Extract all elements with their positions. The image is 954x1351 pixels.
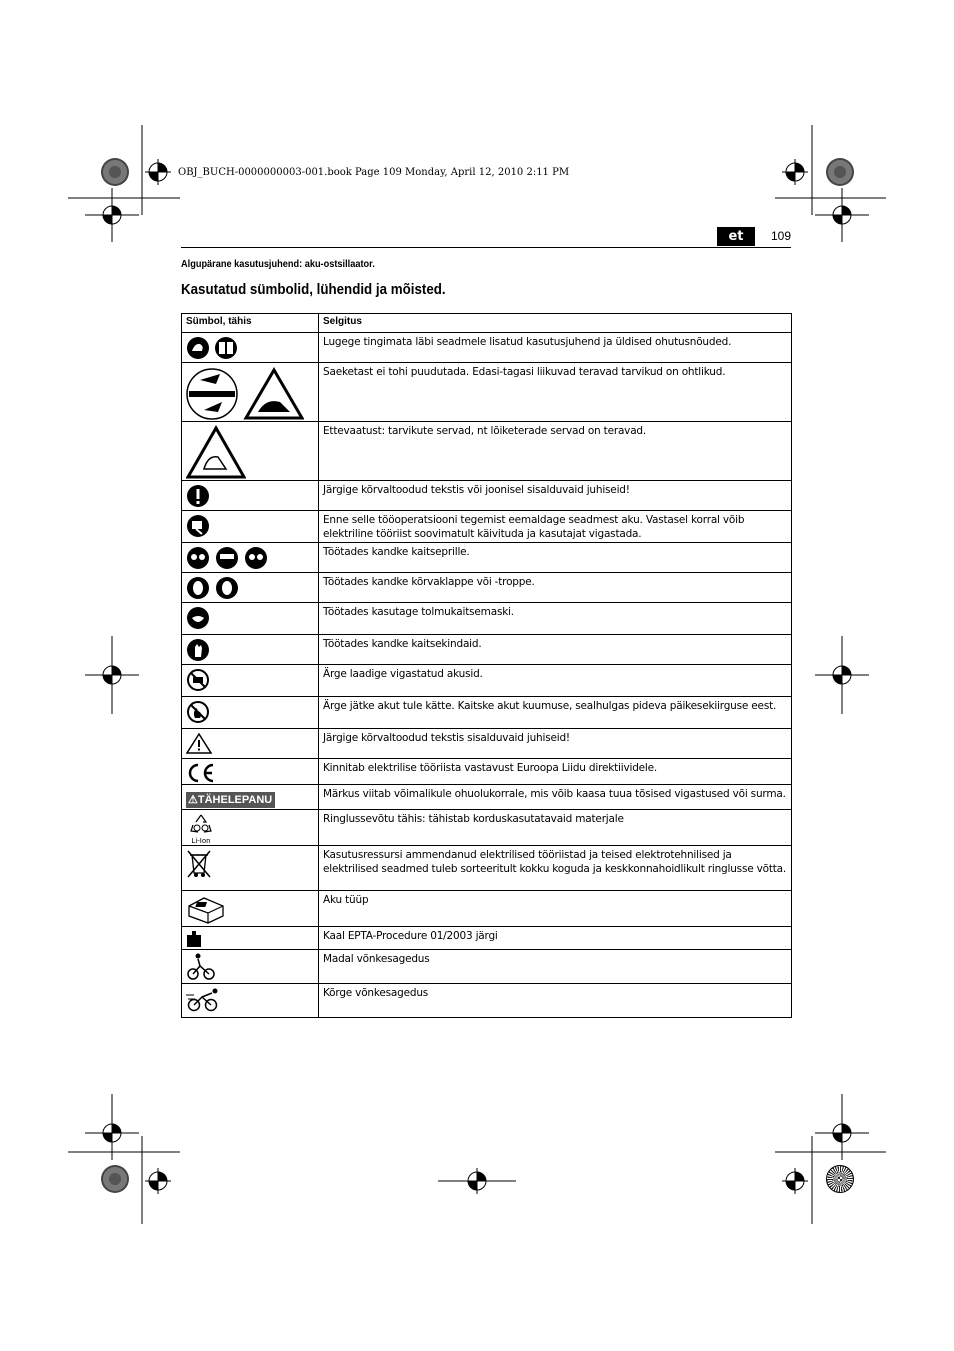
table-row	[182, 481, 792, 511]
symbol-cell	[182, 810, 319, 846]
column-header-symbol: Sümbol, tähis	[182, 314, 319, 333]
battery-pack-icon	[186, 894, 226, 924]
symbol-cell	[182, 603, 319, 635]
symbol-cell	[182, 984, 319, 1018]
table-row	[182, 543, 792, 573]
explanation-cell: Märkus viitab võimalikule ohuolukorrale, mis võib kaasa tuua tõsised vigastused või surma.	[319, 785, 792, 810]
column-header-explanation: Selgitus	[319, 314, 792, 333]
explanation-cell: Töötades kandke kaitsekindaid.	[319, 635, 792, 665]
symbol-cell	[182, 729, 319, 759]
table-row	[182, 927, 792, 950]
explanation-cell: Kõrge võnkesagedus	[319, 984, 792, 1018]
explanation-cell: Järgige kõrvaltoodud tekstis sisalduvaid juhiseid!	[319, 729, 792, 759]
ear-protection-icon	[186, 576, 242, 600]
explanation-cell: Lugege tingimata läbi seadmele lisatud kasutusjuhend ja üldised ohutusnõuded.	[319, 333, 792, 363]
li-ion-label: Li-Ion	[191, 837, 211, 845]
symbol-cell	[182, 846, 319, 891]
table-row	[182, 891, 792, 927]
remove-battery-icon	[186, 514, 212, 538]
table-row	[182, 697, 792, 729]
symbol-cell	[182, 422, 319, 481]
page-number: 109	[771, 229, 792, 243]
low-vibration-cyclist-icon	[186, 953, 216, 981]
table-row	[182, 759, 792, 785]
section-heading: Kasutatud sümbolid, lühendid ja mõisted.	[181, 282, 446, 298]
explanation-cell: Töötades kandke kaitseprille.	[319, 543, 792, 573]
symbol-cell	[182, 927, 319, 950]
table-row	[182, 846, 792, 891]
dust-mask-icon	[186, 606, 212, 630]
table-row	[182, 603, 792, 635]
explanation-cell: Kaal EPTA-Procedure 01/2003 järgi	[319, 927, 792, 950]
symbol-cell	[182, 511, 319, 543]
symbol-cell	[182, 363, 319, 422]
explanation-cell: Kasutusressursi ammendanud elektrilised tööriistad ja teised elektrotehnilised ja elektrilised seadmed tuleb sorteeritult kokku koguda ja keskkonnahoidlikult ringlusse võtta.	[319, 846, 792, 891]
table-row	[182, 785, 792, 810]
symbol-cell	[182, 697, 319, 729]
no-fire-battery-icon	[186, 700, 212, 724]
table-row	[182, 363, 792, 422]
explanation-cell: Töötades kasutage tolmukaitsemaski.	[319, 603, 792, 635]
recycle-arrows-icon	[189, 813, 213, 835]
symbol-cell	[182, 481, 319, 511]
explanation-cell: Ärge laadige vigastatud akusid.	[319, 665, 792, 697]
safety-glasses-icon	[186, 546, 270, 570]
weight-icon	[186, 930, 204, 948]
blade-hazard-icon	[186, 366, 304, 420]
table-row	[182, 511, 792, 543]
explanation-cell: Saeketast ei tohi puudutada. Edasi-tagasi liikuvad teravad tarvikud on ohtlikud.	[319, 363, 792, 422]
table-row	[182, 635, 792, 665]
book-info-line: OBJ_BUCH-0000000003-001.book Page 109 Monday, April 12, 2010 2:11 PM	[178, 167, 570, 178]
recycling-liion-icon	[186, 813, 216, 845]
header-rule	[181, 247, 791, 248]
read-manual-icon	[186, 336, 238, 360]
explanation-cell: Ettevaatust: tarvikute servad, nt lõiketerade servad on teravad.	[319, 422, 792, 481]
gloves-icon	[186, 638, 212, 662]
high-vibration-cyclist-icon	[186, 987, 220, 1013]
table-row	[182, 950, 792, 984]
symbol-cell	[182, 573, 319, 603]
table-row	[182, 573, 792, 603]
notice-label-text: TÄHELEPANU	[197, 794, 273, 806]
symbol-cell	[182, 950, 319, 984]
symbol-cell	[182, 891, 319, 927]
explanation-cell: Ärge jätke akut tule kätte. Kaitske akut kuumuse, sealhulgas pideva päikesekiirguse eest.	[319, 697, 792, 729]
notice-label-icon	[186, 792, 275, 808]
explanation-cell: Madal võnkesagedus	[319, 950, 792, 984]
symbol-cell	[182, 635, 319, 665]
table-row	[182, 333, 792, 363]
table-row	[182, 810, 792, 846]
document-subtitle: Algupärane kasutusjuhend: aku-ostsillaator.	[181, 259, 375, 270]
symbol-cell	[182, 543, 319, 573]
no-damaged-battery-icon	[186, 668, 212, 692]
explanation-cell: Järgige kõrvaltoodud tekstis või joonisel sisalduvaid juhiseid!	[319, 481, 792, 511]
warning-triangle-icon	[186, 732, 214, 756]
mandatory-exclamation-icon	[186, 484, 212, 508]
table-row	[182, 729, 792, 759]
explanation-cell: Ringlussevõtu tähis: tähistab korduskasutatavaid materjale	[319, 810, 792, 846]
ce-mark-icon	[186, 762, 218, 784]
table-row	[182, 665, 792, 697]
symbols-table	[181, 313, 792, 1018]
symbol-cell	[182, 759, 319, 785]
table-header-row	[182, 314, 792, 333]
explanation-cell: Enne selle tööoperatsiooni tegemist eemaldage seadmest aku. Vastasel korral võib elektriline tööriist soovimatult käivituda ja kasutajat vigastada.	[319, 511, 792, 543]
table-row	[182, 984, 792, 1018]
explanation-cell: Kinnitab elektrilise tööriista vastavust Euroopa Liidu direktiividele.	[319, 759, 792, 785]
symbol-cell	[182, 333, 319, 363]
symbol-cell	[182, 665, 319, 697]
sharp-edge-warning-icon	[186, 425, 246, 479]
explanation-cell: Aku tüüp	[319, 891, 792, 927]
symbol-cell	[182, 785, 319, 810]
explanation-cell: Töötades kandke kõrvaklappe või -troppe.	[319, 573, 792, 603]
table-row	[182, 422, 792, 481]
language-tab: et	[717, 227, 755, 246]
notice-triangle-icon: ⚠	[188, 794, 198, 806]
weee-bin-icon	[186, 849, 212, 879]
